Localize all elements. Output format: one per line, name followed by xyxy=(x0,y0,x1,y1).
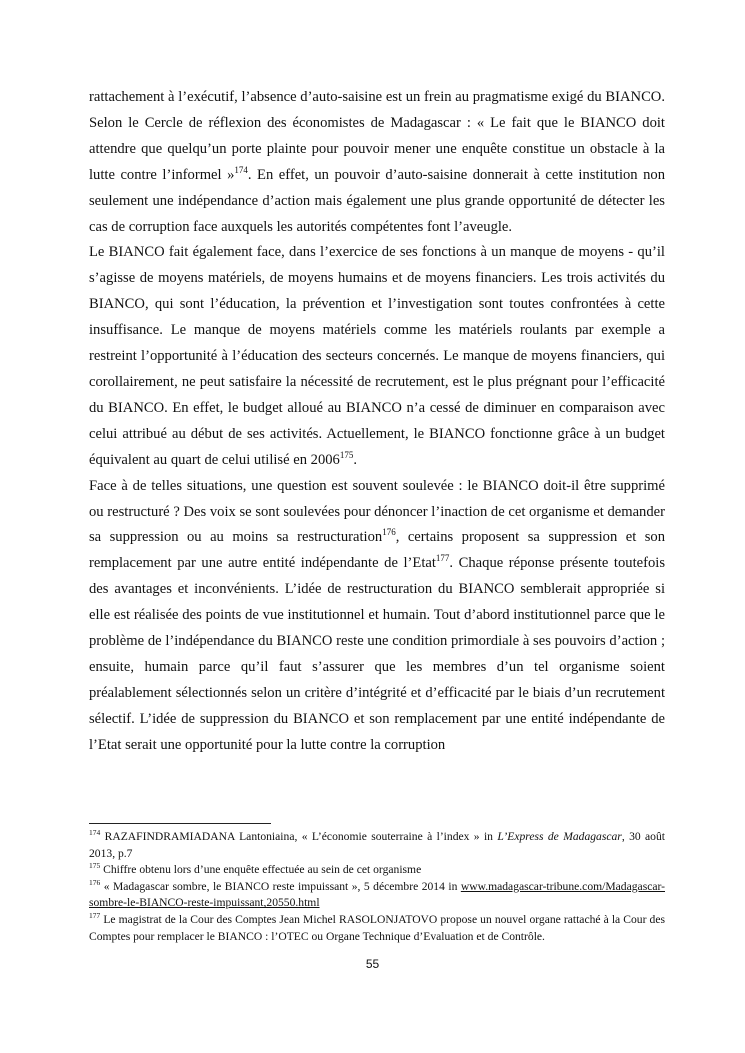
footnote-text: RAZAFINDRAMIADANA Lantoniaina, « L’économie souterraine à l’index » in xyxy=(100,830,498,843)
paragraph-3 xyxy=(89,474,665,759)
paragraph-text: . xyxy=(353,451,358,468)
footnote-link[interactable]: www.madagascar-tribune.com/Madagascar-sombre-le-BIANCO-reste-impuissant,20550.html xyxy=(89,879,665,910)
footnote-text: Le magistrat de la Cour des Comptes Jean Michel RASOLONJATOVO propose un nouvel organe rattaché à la Cour des Comptes pour remplacer le BIANCO : l’OTEC ou Organe Technique d’Evaluation et de Contrôle. xyxy=(89,912,665,943)
paragraph-text: Le BIANCO fait également face, dans l’exercice de ses fonctions à un manque de moyens - qu’il s’agisse de moyens matériels, de moyens humains et de moyens financiers. Les trois activités du BIANCO, qui sont l’éducation, la prévention et l’investigation sont toutes confrontées à cette insuffisance. Le manque de moyens matériels comme les matériels roulants par exemple a restreint l’opportunité à l’éducation des secteurs concernés. Le manque de moyens financiers, qui corollairement, ne peut satisfaire la nécessité de recrutement, est le plus prégnant pour l’efficacité du BIANCO. En effet, le budget alloué au BIANCO n’a cessé de diminuer en comparaison avec celui attribué au début de ses activités. Actuellement, le BIANCO fonctionne grâce à un budget équivalent au quart de celui utilisé en 2006 xyxy=(89,244,665,468)
footnote-number: 175 xyxy=(89,861,101,871)
footnote-text: , 30 août 2013, p.7 xyxy=(89,830,665,860)
footnote-ref-175[interactable]: 175 xyxy=(339,449,354,460)
page-number: 55 xyxy=(365,957,380,971)
footnote-source-title: L’Express de Madagascar xyxy=(497,830,622,843)
footnote-175 xyxy=(89,862,665,879)
paragraph-text: rattachement à l’exécutif, l’absence d’auto-saisine est un frein au pragmatisme exigé du BIANCO. Selon le Cercle de réflexion des économistes de Madagascar : « Le fait que le BIANCO doit attendre que quelqu’un porte plainte pour pouvoir mener une enquête constitue un obstacle à la lutte contre l’informel » xyxy=(89,89,665,183)
footnote-ref-174[interactable]: 174 xyxy=(234,164,248,175)
footnote-ref-176[interactable]: 176 xyxy=(382,527,396,538)
paragraph-text: , certains proposent sa suppression et son remplacement par une autre entité indépendante de l’Etat xyxy=(89,529,665,572)
footnote-number: 177 xyxy=(89,910,101,920)
footnote-177 xyxy=(89,912,665,945)
footnote-text: « Madagascar sombre, le BIANCO reste impuissant », 5 décembre 2014 in xyxy=(100,879,461,893)
paragraph-text: . En effet, un pouvoir d’auto-saisine donnerait à cette institution non seulement une indépendance d’action mais également une plus grande opportunité de détecter les cas de corruption face auxquels les autorités compétentes font l’aveugle. xyxy=(89,166,665,235)
footnote-number: 176 xyxy=(89,877,101,887)
footnote-ref-177[interactable]: 177 xyxy=(435,553,450,564)
paragraph-text: Face à de telles situations, une question est souvent soulevée : le BIANCO doit-il être supprimé ou restructuré ? Des voix se sont soulevées pour dénoncer l’inaction de cet organisme et demander sa suppression ou au moins sa restructuration xyxy=(89,477,665,546)
footnote-text: Chiffre obtenu lors d’une enquête effectuée au sein de cet organisme xyxy=(100,863,422,877)
footnote-number: 174 xyxy=(89,828,101,837)
footnote-174 xyxy=(89,829,665,862)
body-text xyxy=(89,85,665,759)
paragraph-1 xyxy=(89,85,665,240)
footnote-separator xyxy=(89,823,271,824)
footnote-176 xyxy=(89,879,665,912)
paragraph-text: . Chaque réponse présente toutefois des avantages et inconvénients. L’idée de restructuration du BIANCO semblerait appropriée si elle est réalisée des points de vue institutionnel et humain. Tout d’abord institutionnel parce que le problème de l’indépendance du BIANCO reste une condition primordiale à ses pouvoirs d’action ; ensuite, humain parce qu’il faut s’assurer que les membres d’un tel organisme soient préalablement sélectionnés selon un critère d’intégrité et d’efficacité par le biais d’un recrutement sélectif. L’idée de suppression du BIANCO et son remplacement par une entité indépendante de l’Etat serait une opportunité pour la lutte contre la corruption xyxy=(89,555,666,753)
paragraph-2 xyxy=(89,240,665,473)
footnotes xyxy=(89,829,665,945)
